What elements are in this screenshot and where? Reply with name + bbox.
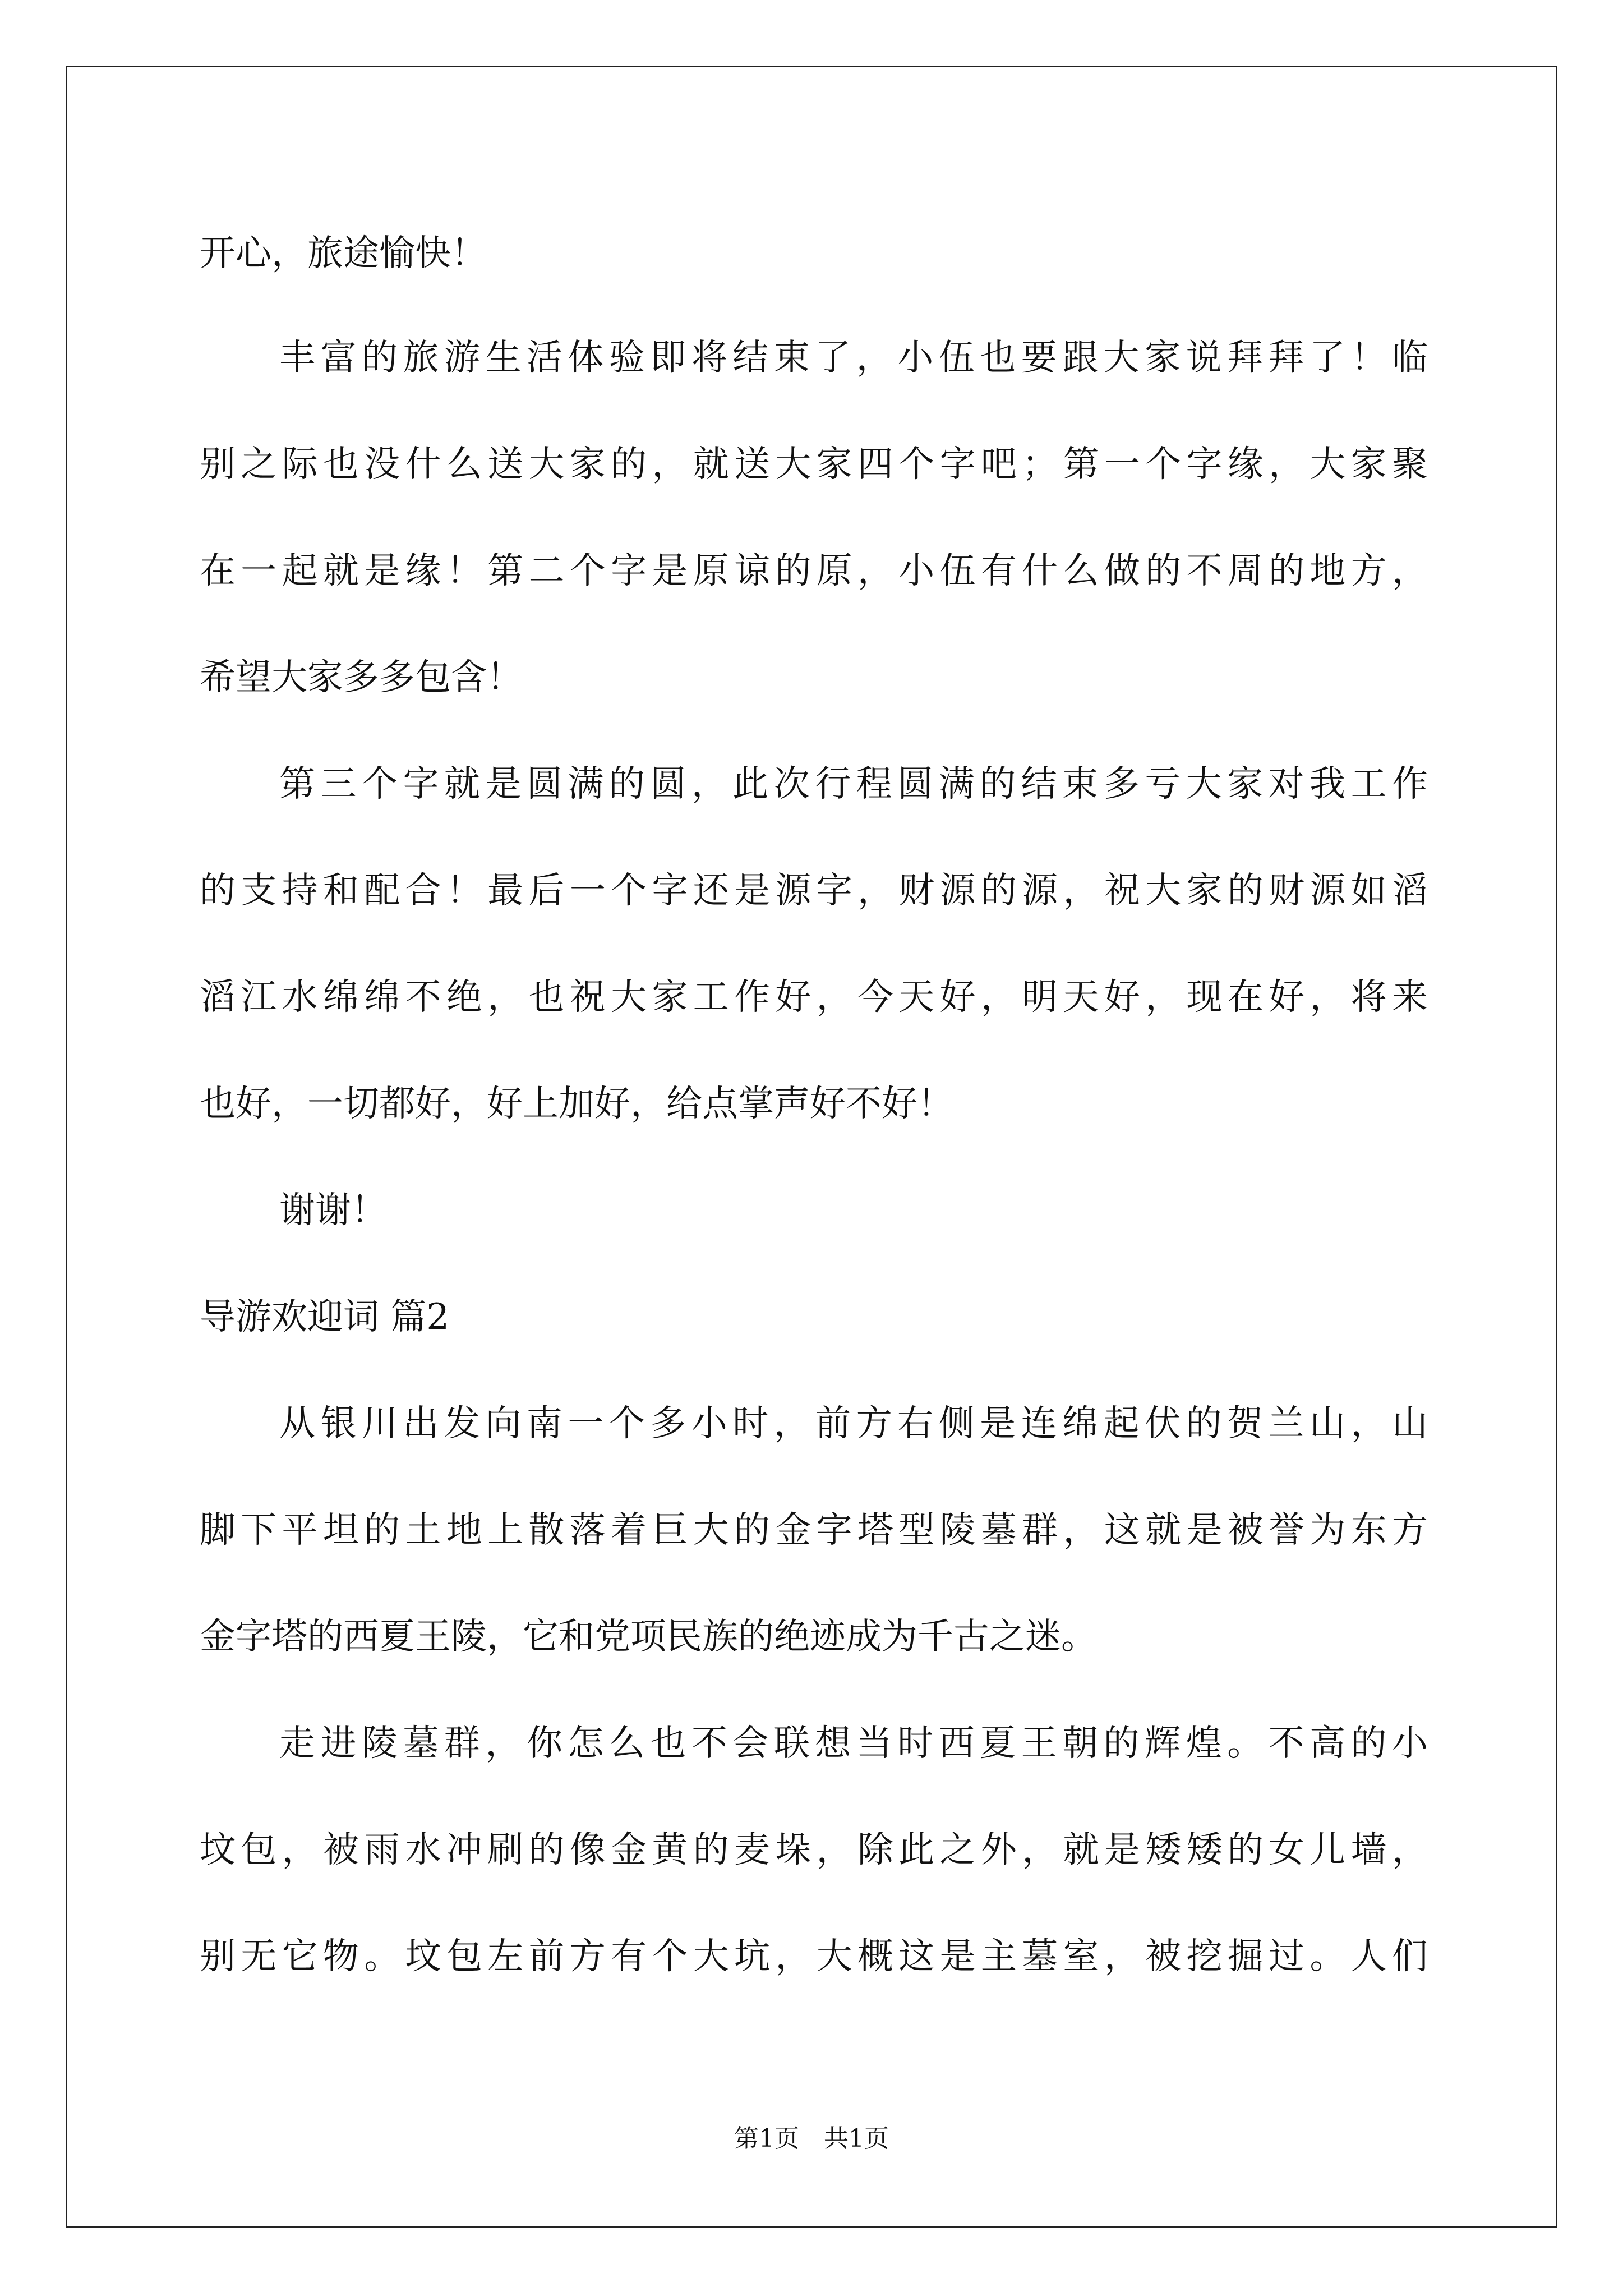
text-line: 坟包，被雨水冲刷的像金黄的麦垛，除此之外，就是矮矮的女儿墙，	[200, 1829, 1428, 1871]
text-line: 在一起就是缘！第二个字是原谅的原，小伍有什么做的不周的地方，	[200, 550, 1428, 592]
text-line: 开心，旅途愉快！	[200, 233, 487, 274]
text-line: 谢谢！	[279, 1190, 387, 1231]
section-heading: 导游欢迎词 篇2	[200, 1296, 450, 1338]
text-line: 走进陵墓群，你怎么也不会联想当时西夏王朝的辉煌。不高的小	[279, 1723, 1428, 1764]
page-footer	[0, 2123, 1623, 2155]
text-line: 从银川出发向南一个多小时，前方右侧是连绵起伏的贺兰山，山	[279, 1403, 1428, 1444]
text-line: 金字塔的西夏王陵，它和党项民族的绝迹成为千古之迷。	[200, 1616, 1097, 1658]
text-line: 的支持和配合！最后一个字还是源字，财源的源，祝大家的财源如滔	[200, 870, 1428, 912]
page-border	[66, 66, 1557, 2228]
text-line: 也好，一切都好，好上加好，给点掌声好不好！	[200, 1083, 953, 1125]
page-number: 第1页	[734, 2124, 799, 2153]
text-line: 希望大家多多包含！	[200, 657, 523, 698]
text-line: 别之际也没什么送大家的，就送大家四个字吧；第一个字缘，大家聚	[200, 444, 1428, 485]
text-line: 别无它物。坟包左前方有个大坑，大概这是主墓室，被挖掘过。人们	[200, 1936, 1428, 1977]
text-line: 滔江水绵绵不绝，也祝大家工作好，今天好，明天好，现在好，将来	[200, 977, 1428, 1018]
text-line: 丰富的旅游生活体验即将结束了，小伍也要跟大家说拜拜了！临	[279, 337, 1428, 379]
page-total: 共1页	[824, 2124, 889, 2153]
text-line: 第三个字就是圆满的圆，此次行程圆满的结束多亏大家对我工作	[279, 763, 1428, 805]
text-line: 脚下平坦的土地上散落着巨大的金字塔型陵墓群，这就是被誉为东方	[200, 1510, 1428, 1551]
